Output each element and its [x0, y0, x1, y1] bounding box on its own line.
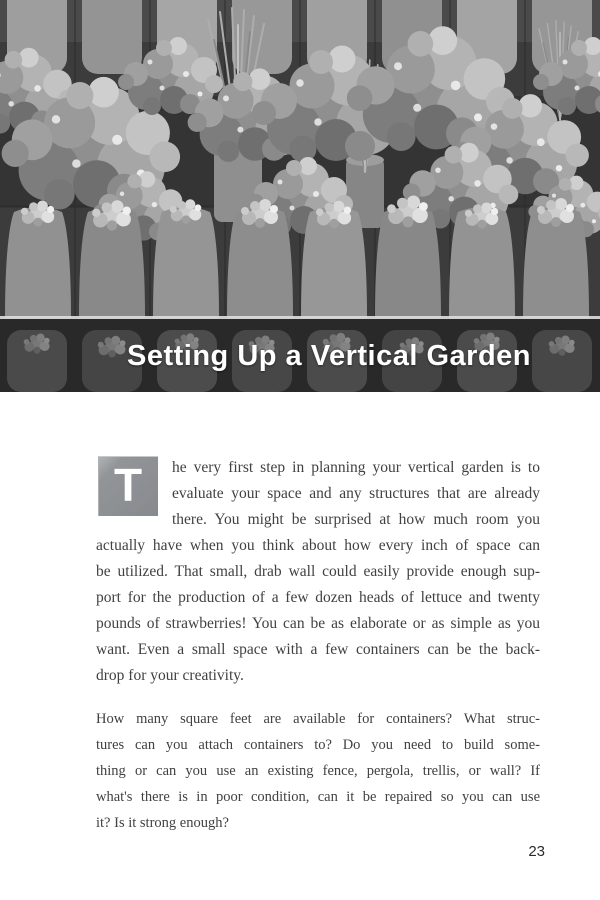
paragraph-line: there. You might be surprised at how much room you — [172, 511, 540, 528]
paragraph-line: drop for your creativity. — [96, 667, 244, 684]
paragraph-line: thing or can you use an existing fence, pergola, trellis, or wall? If — [96, 763, 540, 779]
paragraph-line: How many square feet are available for containers? What struc- — [96, 711, 540, 727]
intro-paragraph — [96, 455, 540, 689]
paragraph-line: it? Is it strong enough? — [96, 815, 229, 831]
page-content — [0, 392, 600, 836]
paragraph-line: be utilized. That small, drab wall could easily provide enough sup- — [96, 563, 540, 580]
paragraph-line: pounds of strawberries! You can be as elaborate or as simple as you — [96, 615, 540, 632]
drop-cap: T — [98, 456, 158, 516]
paragraph-line: port for the production of a few dozen heads of lettuce and twenty — [96, 589, 540, 606]
paragraph-line: what's there is in poor condition, can it be repaired so you can use — [96, 789, 540, 805]
chapter-title-band — [0, 320, 600, 392]
chapter-title: Setting Up a Vertical Garden — [127, 339, 531, 372]
header-photo — [0, 0, 600, 392]
paragraph-line: evaluate your space and any structures that are already — [172, 485, 540, 502]
page-number: 23 — [528, 843, 545, 860]
paragraph-line: want. Even a small space with a few containers can be the back- — [96, 641, 540, 658]
paragraph-line: tures can you attach containers to? Do you need to build some- — [96, 737, 540, 753]
questions-paragraph — [96, 706, 540, 836]
paragraph-line: he very first step in planning your vertical garden is to — [172, 459, 540, 476]
paragraph-line: actually have when you think about how every inch of space can — [96, 537, 540, 554]
